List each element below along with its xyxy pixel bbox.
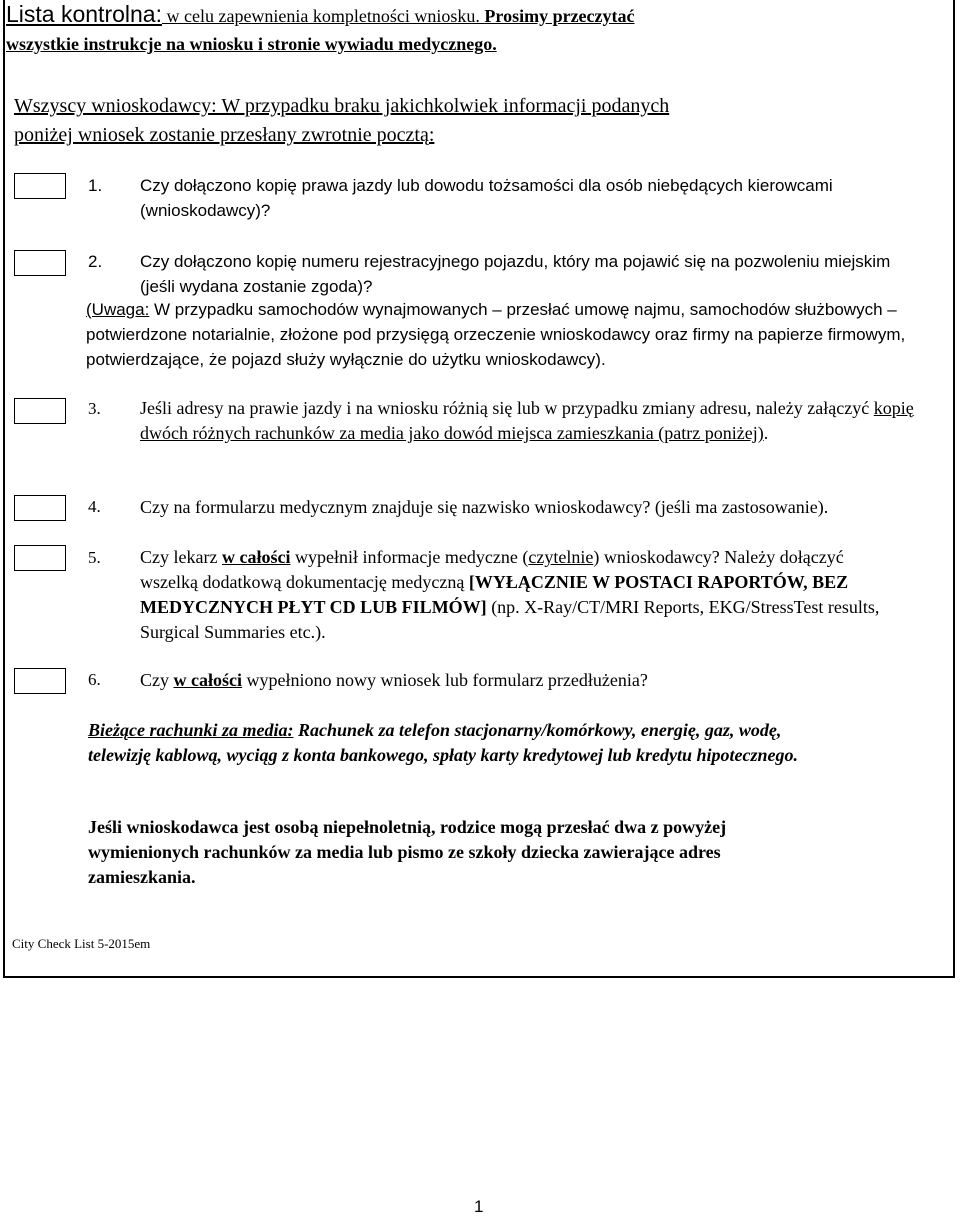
item-3-text-link: kopię dwóch różnych rachunków za media jako dowód miejsca zamieszkania (patrz poniżej): [140, 398, 914, 443]
item-5-text-b: wypełnił informacje medyczne (: [290, 547, 529, 567]
item-5-text-a: Czy lekarz: [140, 547, 222, 567]
checkbox-item-4[interactable]: [14, 495, 66, 521]
utilities-text: Rachunek za telefon stacjonarny/komórkowy, energię, gaz, wodę, telewizję kablową, wyciąg z konta bankowego, spłaty karty kredytowej lub kredytu hipotecznego.: [88, 720, 798, 765]
utilities-paragraph: [88, 718, 828, 768]
item-6-emphasis: w całości: [173, 670, 242, 690]
title-instruction-1: Prosimy przeczytać: [484, 6, 635, 26]
item-5-text: [140, 545, 900, 645]
item-2-note-label: (Uwaga:: [86, 300, 150, 319]
item-1-text: Czy dołączono kopię prawa jazdy lub dowodu tożsamości dla osób niebędących kierowcami (wnioskodawcy)?: [140, 176, 833, 220]
item-3-number: 3.: [88, 399, 101, 418]
checkbox-item-2[interactable]: [14, 250, 66, 276]
item-6-text: [140, 668, 930, 693]
checkbox-item-5[interactable]: [14, 545, 66, 571]
item-2-text: Czy dołączono kopię numeru rejestracyjnego pojazdu, który ma pojawić się na pozwoleniu miejskim (jeśli wydana zostanie zgoda)?: [140, 252, 891, 296]
item-4-number: 4.: [88, 497, 101, 516]
title-label: Lista kontrolna:: [6, 1, 162, 27]
item-3-text-b: .: [763, 423, 769, 443]
checkbox-item-6[interactable]: [14, 668, 66, 694]
item-5-number: 5.: [88, 548, 101, 567]
minor-paragraph: Jeśli wnioskodawca jest osobą niepełnoletnią, rodzice mogą przesłać dwa z powyżej wymienionych rachunków za media lub pismo ze szkoły dziecka zawierające adres zamieszkania.: [88, 817, 727, 887]
item-2-note-text: W przypadku samochodów wynajmowanych – przesłać umowę najmu, samochodów służbowych – potwierdzone notarialnie, złożone pod przysięgą orzeczenie wnioskodawcy oraz firmy na papierze firmowym, potwierdzające, że pojazd służy wyłącznie do użytku wnioskodawcy).: [86, 300, 906, 369]
page-number: 1: [474, 1197, 484, 1216]
item-5-text-d: (np. X-Ray/CT/MRI Reports, EKG/StressTest results, Surgical Summaries etc.).: [140, 597, 880, 642]
item-5-legibly: czytelnie: [528, 547, 594, 567]
item-5-text-c: ) wnioskodawcy? Należy dołączyć wszelką dodatkową dokumentację medyczną: [140, 547, 844, 592]
item-4-text: Czy na formularzu medycznym znajduje się nazwisko wnioskodawcy? (jeśli ma zastosowanie).: [140, 497, 829, 517]
title-description: w celu zapewnienia kompletności wniosku.: [161, 6, 485, 26]
intro-text: [14, 92, 914, 150]
item-2-note: [86, 297, 932, 372]
checkbox-item-1[interactable]: [14, 173, 66, 199]
checkbox-item-3[interactable]: [14, 398, 66, 424]
item-5-bold-note: [WYŁĄCZNIE W POSTACI RAPORTÓW, BEZ MEDYCZNYCH PŁYT CD LUB FILMÓW]: [140, 572, 849, 617]
item-6-text-a: Czy: [140, 670, 174, 690]
item-3-text: [140, 396, 930, 446]
item-1-number: 1.: [88, 176, 103, 195]
item-6-number: 6.: [88, 670, 101, 689]
item-2-number: 2.: [88, 252, 103, 271]
page-title: [6, 0, 906, 58]
utilities-label: Bieżące rachunki za media:: [88, 720, 294, 740]
item-5-emphasis: w całości: [221, 547, 291, 567]
intro-line-1: Wszyscy wnioskodawcy: W przypadku braku jakichkolwiek informacji podanych: [14, 95, 670, 117]
intro-line-2: poniżej wniosek zostanie przesłany zwrotnie pocztą:: [14, 124, 435, 146]
title-instruction-2: wszystkie instrukcje na wniosku i stronie wywiadu medycznego.: [6, 34, 497, 54]
item-6-text-b: wypełniono nowy wniosek lub formularz przedłużenia?: [241, 670, 648, 690]
form-id: City Check List 5-2015em: [12, 936, 151, 951]
item-3-text-a: Jeśli adresy na prawie jazdy i na wniosku różnią się lub w przypadku zmiany adresu, należy załączyć: [140, 398, 874, 418]
